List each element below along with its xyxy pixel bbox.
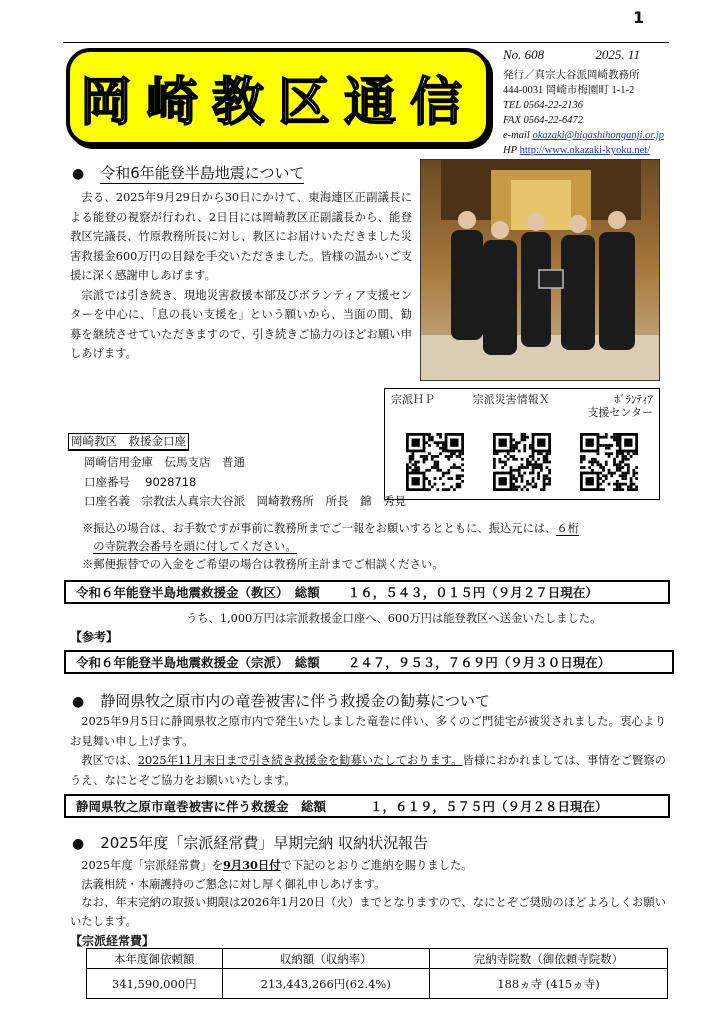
section-levy-body: [70, 856, 666, 931]
publisher-tel: TEL 0564-22-2136: [503, 100, 584, 111]
reference-label: 【参考】: [70, 630, 119, 644]
section-tornado-heading: ● 静岡県牧之原市内の竜巻被害に伴う救援金の勧募について: [72, 692, 490, 710]
bullet-icon: ●: [72, 836, 85, 852]
qr-code-panel: [384, 388, 660, 500]
group-photo: [420, 159, 660, 381]
table-header: 完納寺院数（御依頼寺院数）: [429, 949, 667, 969]
transfer-note: ※振込の場合は、お手数ですが事前に教務所までご一報をお願いするとともに、振込元には、６桁 の寺院教会番号を頭に付してください。 ※郵便振替での入金をご希望の場合は教務所主計までご相談ください。: [82, 520, 579, 574]
section-tornado-body: [70, 712, 666, 790]
paragraph: 去る、2025年9月29日から30日にかけて、東海連区正副議長による能登の視察が行われ、2日目には岡崎教区正副議長から、能登教区完議長、竹原教務所長に対し、教区にお届けいただきました災害救援金600万円の目録を手交いただきました。皆様の温かいご支援に深く感謝申しあげます。: [70, 191, 412, 282]
bullet-icon: ●: [72, 694, 85, 710]
qr-code-x[interactable]: [493, 433, 551, 491]
issue-number: No. 608: [503, 47, 545, 62]
paragraph: 2025年度「宗派経常費」を9月30日付で下記のとおりご進納を賜りました。: [81, 858, 473, 872]
email-label: e-mail: [503, 130, 530, 141]
qr-label-center: 支援センター: [587, 406, 653, 419]
section-noto-heading: ● 令和6年能登半島地震について: [72, 164, 305, 182]
homepage-link[interactable]: http://www.okazaki-kyoku.net/: [519, 145, 651, 156]
paragraph: 教区では、2025年11月末日まで引き続き救援金を勧募いたしております。皆様におかれましては、事情をご賢察のうえ、なにとぞご協力をお願いいたします。: [70, 754, 666, 787]
masthead-title: 岡崎教区通信: [79, 71, 476, 133]
top-rule: [63, 42, 669, 43]
table-cell: 341,590,000円: [87, 969, 223, 999]
account-heading: 岡崎教区 救援金口座: [68, 433, 189, 451]
paragraph: なお、年末完納の取扱い期限は2026年1月20日（火）までとなりますので、なにとぞご奨励のほどよろしくお願いいたします。: [70, 896, 666, 928]
paragraph: 法義相続・本廟護持のご懇念に対し厚く御礼申しあげます。: [81, 877, 386, 891]
transfer-breakdown: うち、1,000万円は宗派救援金口座へ、600万円は能登教区へ送金いたしました。: [186, 612, 602, 625]
table-header: 本年度御依頼額: [87, 949, 223, 969]
table-cell: 213,443,266円(62.4%): [222, 969, 429, 999]
total-box-kyoku: 令和６年能登半島地震救援金（教区） 総額 １６，５４３，０１５円（９月２７日現在）: [64, 580, 670, 604]
qr-code-volunteer[interactable]: [580, 433, 638, 491]
account-bank: 岡崎信用金庫 伝馬支店 普通: [84, 455, 245, 469]
publisher-fax: FAX 0564-22-6472: [503, 115, 584, 126]
masthead: [66, 48, 490, 146]
postal-note: ※郵便振替での入金をご希望の場合は教務所主計までご相談ください。: [82, 558, 444, 571]
bullet-icon: ●: [72, 166, 85, 182]
page-number: 1: [633, 8, 645, 27]
publisher-address: 444-0031 岡崎市梅園町 1-1-2: [503, 85, 635, 96]
qr-code-hp[interactable]: [406, 433, 464, 491]
account-holder: 口座名義 宗教法人真宗大谷派 岡崎教務所 所長 錦 秀見: [84, 494, 406, 508]
qr-label-volunteer: ﾎﾞﾗﾝﾃｨｱ: [614, 393, 653, 406]
qr-label-x: 宗派災害情報Ｘ: [472, 393, 550, 406]
paragraph: 宗派では引き続き、現地災害救援本部及びボランティア支援センターを中心に、「息の長い支援を」という願いから、当面の間、勧募を継続させていただきますので、引き続きご協力のほどお願い申しあげます。: [70, 288, 412, 360]
paragraph: 2025年9月5日に静岡県牧之原市内で発生いたしました竜巻に伴い、多くのご門徒宅が被災されました。衷心よりお見舞い申し上げます。: [70, 715, 666, 748]
issue-info: [503, 47, 640, 63]
issue-date: 2025. 11: [595, 47, 640, 62]
publisher-info: [503, 68, 664, 158]
publisher-name: 発行／真宗大谷派岡崎教務所: [503, 70, 640, 81]
relief-account-info: [68, 432, 406, 512]
table-row: [87, 969, 668, 999]
levy-table-title: 【宗派経常費】: [70, 934, 155, 948]
hp-label: HP: [503, 145, 517, 156]
account-number: 口座番号 9028718: [84, 474, 197, 489]
levy-table: [86, 948, 668, 999]
section-noto-body: [70, 188, 412, 364]
total-box-shuha: 令和６年能登半島地震救援金（宗派） 総額 ２４７，９５３，７６９円（９月３０日現在）: [64, 650, 674, 674]
total-box-tornado: 静岡県牧之原市竜巻被害に伴う救援金 総額 １，６１９，５７５円（９月２８日現在）: [64, 794, 670, 818]
section-levy-heading: ● 2025年度「宗派経常費」早期完納 収納状況報告: [72, 834, 429, 852]
qr-label-hp: 宗派ＨＰ: [391, 393, 435, 406]
table-cell: 188ヵ寺 (415ヵ寺): [429, 969, 667, 999]
email-link[interactable]: okazaki@higashihonganji.or.jp: [532, 130, 665, 141]
table-header: 収納額（収納率）: [222, 949, 429, 969]
